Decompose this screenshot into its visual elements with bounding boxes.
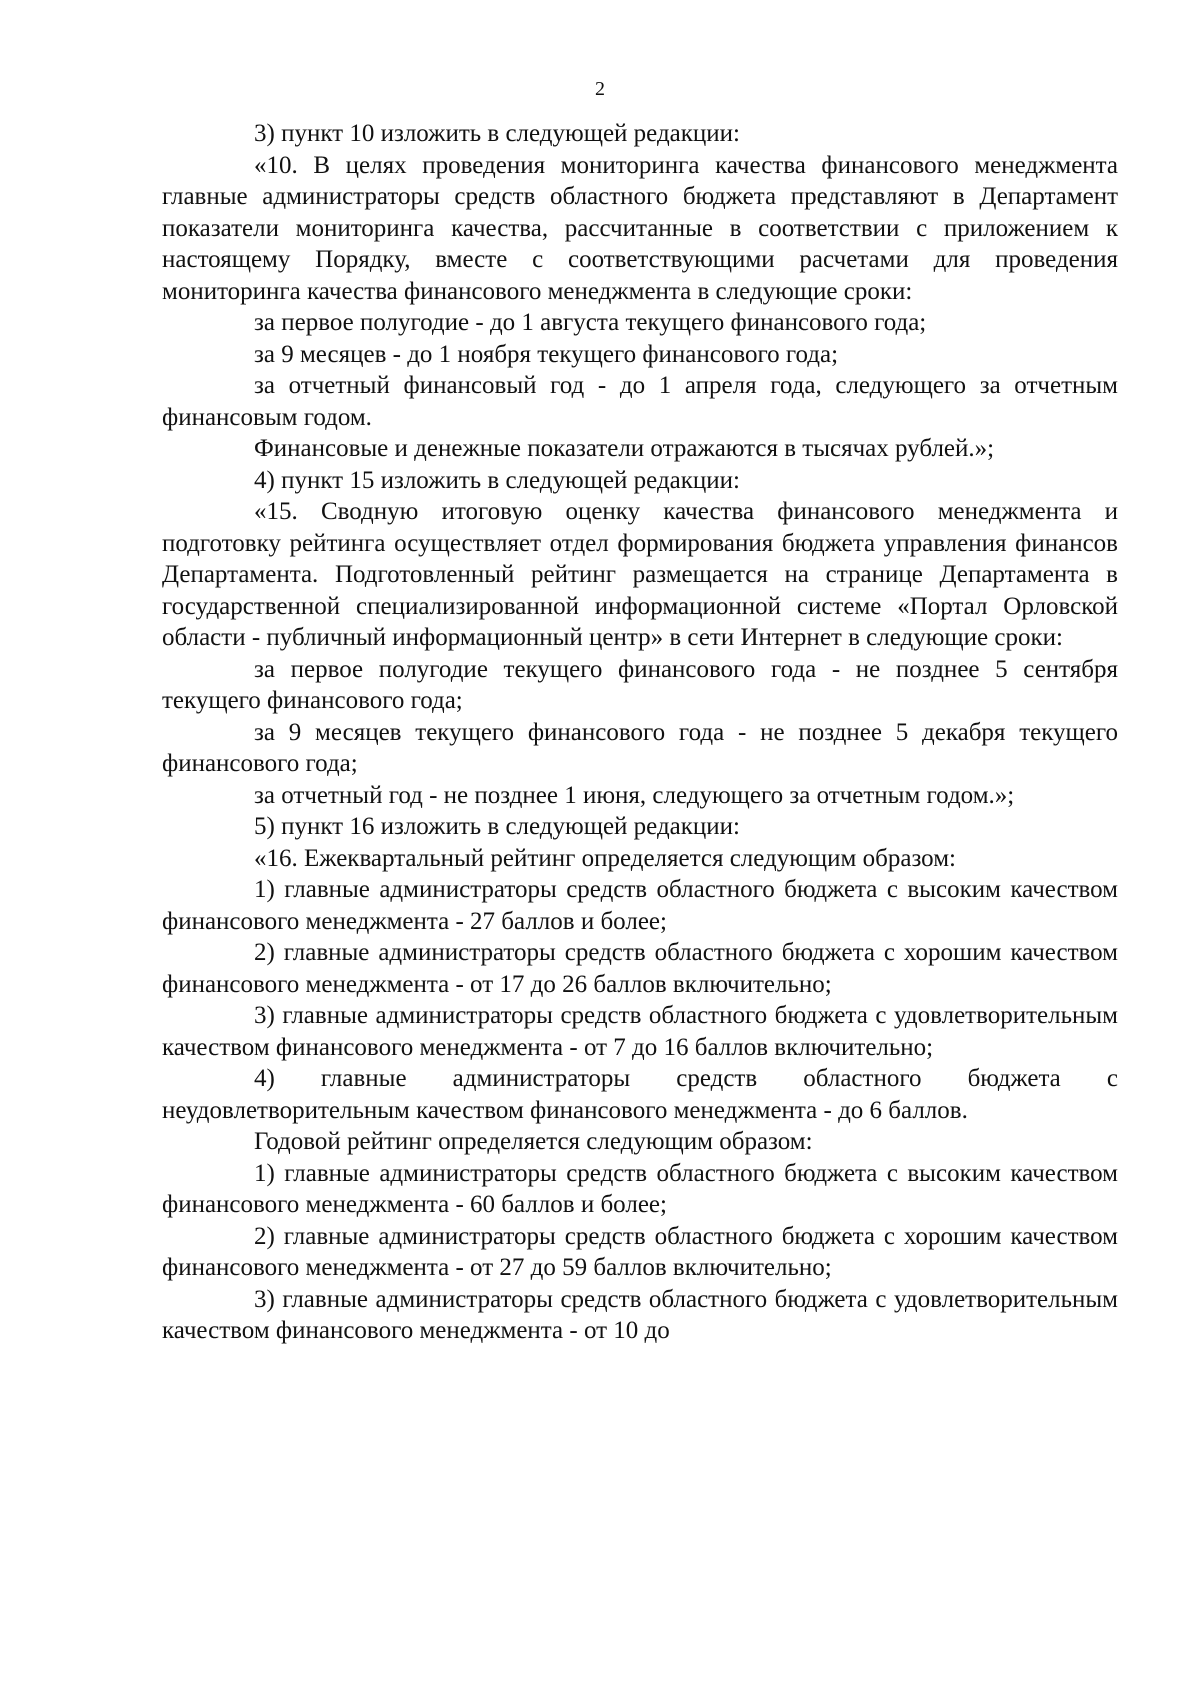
paragraph: 3) главные администраторы средств областного бюджета с удовлетворительным качеством финансового менеджмента - от 10 до (162, 1285, 1118, 1344)
paragraph: 2) главные администраторы средств областного бюджета с хорошим качеством финансового менеджмента - от 17 до 26 баллов включительно; (162, 939, 1118, 998)
paragraph: за 9 месяцев - до 1 ноября текущего финансового года; (254, 340, 839, 368)
paragraph: за 9 месяцев текущего финансового года - не позднее 5 декабря текущего финансового года; (162, 718, 1118, 777)
paragraph: Годовой рейтинг определяется следующим образом: (254, 1128, 813, 1155)
page-number: 2 (595, 78, 605, 100)
paragraph: 3) пункт 10 изложить в следующей редакции: (254, 120, 740, 147)
document-body (162, 118, 1118, 1347)
paragraph: «16. Ежеквартальный рейтинг определяется следующим образом: (254, 844, 956, 872)
paragraph: за первое полугодие - до 1 августа текущего финансового года; (254, 309, 927, 336)
paragraph: «15. Сводную итоговую оценку качества финансового менеджмента и подготовку рейтинга осуществляет отдел формирования бюджета управления финансов Департамента. Подготовленный рейтинг размещается на странице Департамента в государственной специализированной информационной системе «Портал Орловской области - публичный информационный центр» в сети Интернет в следующие сроки: (162, 498, 1118, 651)
paragraph: 1) главные администраторы средств областного бюджета с высоким качеством финансового менеджмента - 27 баллов и более; (162, 876, 1118, 935)
paragraph: 1) главные администраторы средств областного бюджета с высоким качеством финансового менеджмента - 60 баллов и более; (162, 1159, 1118, 1218)
paragraph: 4) главные администраторы средств областного бюджета с неудовлетворительным качеством финансового менеджмента - до 6 баллов. (162, 1065, 1118, 1124)
paragraph: за отчетный год - не позднее 1 июня, следующего за отчетным годом.»; (254, 781, 1015, 809)
paragraph: «10. В целях проведения мониторинга качества финансового менеджмента главные администраторы средств областного бюджета представляют в Департамент показатели мониторинга качества, рассчитанные в соответствии с приложением к настоящему Порядку, вместе с соответствующими расчетами для проведения мониторинга качества финансового менеджмента в следующие сроки: (162, 151, 1118, 305)
paragraph: за первое полугодие текущего финансового года - не позднее 5 сентября текущего финансового года; (162, 655, 1118, 714)
paragraph: 3) главные администраторы средств областного бюджета с удовлетворительным качеством финансового менеджмента - от 7 до 16 баллов включительно; (162, 1002, 1118, 1061)
paragraph: Финансовые и денежные показатели отражаются в тысячах рублей.»; (254, 435, 995, 462)
paragraph: за отчетный финансовый год - до 1 апреля года, следующего за отчетным финансовым годом. (162, 372, 1118, 431)
paragraph: 4) пункт 15 изложить в следующей редакции: (254, 466, 740, 494)
paragraph: 2) главные администраторы средств областного бюджета с хорошим качеством финансового менеджмента - от 27 до 59 баллов включительно; (162, 1222, 1118, 1281)
paragraph: 5) пункт 16 изложить в следующей редакции: (254, 813, 740, 840)
